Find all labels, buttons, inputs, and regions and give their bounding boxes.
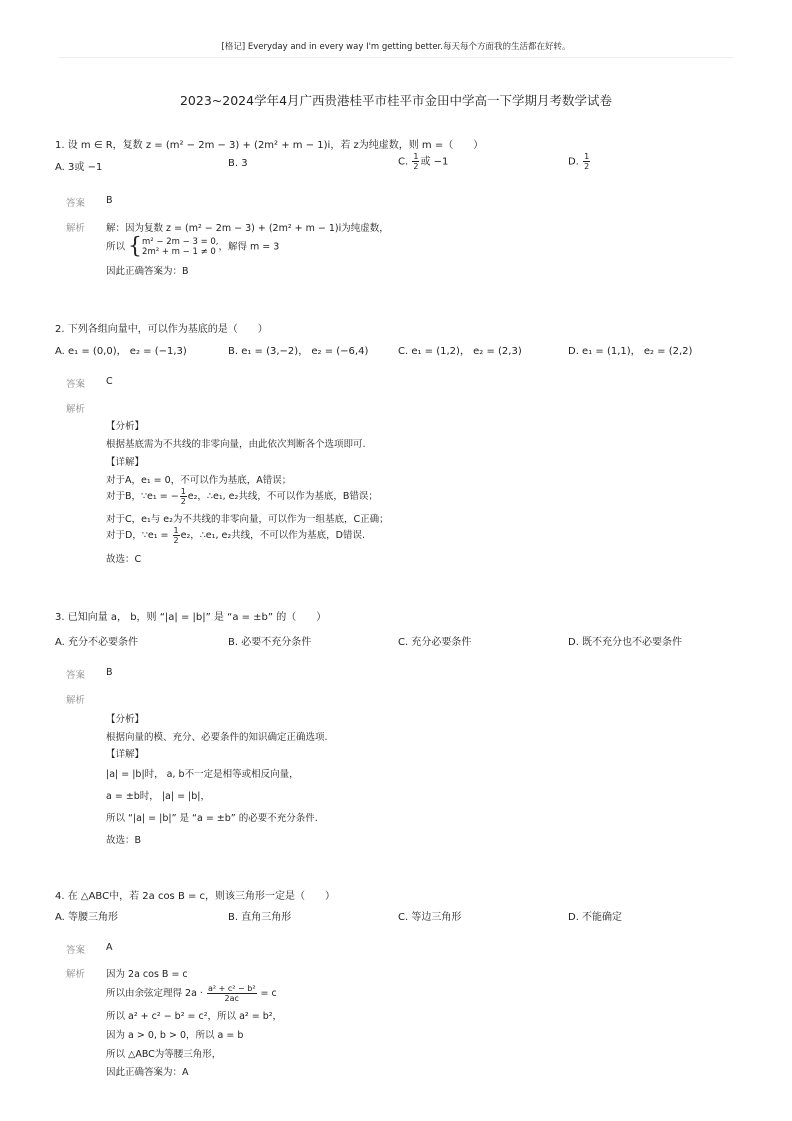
q3-analysis-line-3: 【详解】: [106, 749, 145, 760]
q1-answer: B: [106, 195, 113, 206]
q1-option-c: [398, 152, 448, 171]
q4-analysis-label: 解析: [66, 969, 86, 980]
header-note: [格记] Everyday and in every way I'm getting better.每天每个方面我的生活都在好转。: [221, 42, 571, 52]
q1-option-c-label: C.: [398, 156, 412, 168]
q4-answer: A: [106, 942, 113, 953]
q2-analysis-b-fraction: [180, 487, 187, 506]
q3-answer: B: [106, 667, 113, 678]
q4-stem: 4. 在 △ABC中，若 2a cos B = c，则该三角形一定是（ ）: [55, 891, 336, 902]
q1-option-d-fraction: [583, 152, 590, 171]
q2-b-frac-num: 1: [180, 487, 186, 496]
q3-stem: 3. 已知向量 a， b，则 “|a| = |b|” 是 “a = ±b” 的（ ）: [55, 612, 327, 623]
q4-analysis-line-2: [106, 984, 277, 1003]
q4-cosine-law-start: 所以由余弦定理得 2a ·: [106, 988, 206, 999]
q2-analysis-d-start: 对于D，∵e₁ =: [106, 530, 172, 541]
q1-stem: 1. 设 m ∈ R，复数 z = (m² − 2m − 3) + (2m² + m − 1)i，若 z为纯虚数，则 m =（ ）: [55, 140, 484, 151]
q4-analysis-line-1: 因为 2a cos B = c: [106, 969, 188, 980]
q1-answer-label: 答案: [66, 198, 86, 209]
q3-analysis-line-1: 【分析】: [106, 714, 145, 725]
q2-b-frac-den: 2: [180, 497, 186, 506]
q1-option-c-frac-num: 1: [413, 152, 419, 161]
q4-option-a: A. 等腰三角形: [55, 912, 119, 923]
q2-answer-label: 答案: [66, 379, 86, 390]
q1-option-c-tail: 或 −1: [420, 156, 449, 168]
q2-analysis-label: 解析: [66, 404, 86, 415]
page-title: 2023~2024学年4月广西贵港桂平市桂平市金田中学高一下学期月考数学试卷: [179, 93, 613, 108]
q3-analysis-line-7: 故选：B: [106, 835, 142, 846]
q3-option-d: D. 既不充分也不必要条件: [568, 637, 683, 648]
q2-analysis-b-start: 对于B，∵e₁ = −: [106, 491, 179, 502]
q1-analysis-line-1: 解：因为复数 z = (m² − 2m − 3) + (2m² + m − 1)i为纯虚数，: [106, 223, 389, 234]
q1-analysis-line-2: [106, 236, 279, 258]
q4-cosine-law-end: = c: [257, 988, 277, 999]
q4-answer-label: 答案: [66, 945, 86, 956]
q1-option-d: [568, 152, 591, 171]
q1-option-d-label: D.: [568, 156, 583, 168]
q2-analysis-line-2: 根据基底需为不共线的非零向量，由此依次判断各个选项即可.: [106, 439, 366, 450]
q4-option-b: B. 直角三角形: [228, 912, 292, 923]
q3-analysis-line-2: 根据向量的模、充分、必要条件的知识确定正确选项.: [106, 732, 328, 743]
q3-answer-label: 答案: [66, 670, 86, 681]
q2-analysis-b-end: e₂，∴e₁, e₂共线，不可以作为基底，B错误；: [187, 491, 378, 502]
q3-option-c: C. 充分必要条件: [398, 637, 472, 648]
q4-analysis-line-3: 所以 a² + c² − b² = c²，所以 a² = b²，: [106, 1011, 283, 1022]
q1-analysis-so: 所以: [106, 241, 129, 253]
q3-option-a: A. 充分不必要条件: [55, 637, 139, 648]
q1-eq-2: 2m² + m − 1 ≠ 0: [142, 247, 216, 257]
q1-analysis-conclusion: 因此正确答案为：B: [106, 266, 189, 277]
q2-d-frac-num: 1: [173, 526, 179, 535]
q1-option-d-frac-den: 2: [584, 162, 590, 171]
q1-analysis-label: 解析: [66, 223, 86, 234]
q2-answer: C: [106, 376, 113, 387]
q3-analysis-line-5: a = ±b时， |a| = |b|，: [106, 791, 210, 802]
q2-analysis-line-6: 对于C，e₁与 e₂为不共线的非零向量，可以作为一组基底，C正确；: [106, 514, 389, 525]
q2-analysis-line-3: 【详解】: [106, 457, 145, 468]
q3-analysis-label: 解析: [66, 695, 86, 706]
header-divider: [58, 57, 734, 58]
q1-option-b: B. 3: [228, 158, 248, 169]
q1-option-d-frac-num: 1: [584, 152, 590, 161]
q3-analysis-line-6: 所以 “|a| = |b|” 是 “a = ±b” 的必要不充分条件.: [106, 813, 318, 824]
q2-analysis-line-4: 对于A，e₁ = 0，不可以作为基底，A错误；: [106, 475, 292, 486]
q2-stem: 2. 下列各组向量中，可以作为基底的是（ ）: [55, 324, 268, 335]
q3-analysis-line-4: |a| = |b|时， a, b不一定是相等或相反向量，: [106, 769, 299, 780]
q1-option-a: A. 3或 −1: [55, 162, 103, 173]
q4-analysis-line-6: 因此正确答案为：A: [106, 1067, 189, 1078]
q1-equation-system: [128, 236, 218, 258]
q1-option-c-frac-den: 2: [413, 162, 419, 171]
q4-option-d: D. 不能确定: [568, 912, 623, 923]
q2-analysis-line-5: [106, 487, 378, 506]
q3-option-b: B. 必要不充分条件: [228, 637, 312, 648]
q2-analysis-line-1: 【分析】: [106, 421, 145, 432]
q2-analysis-line-7: [106, 526, 365, 545]
q2-d-frac-den: 2: [173, 536, 179, 545]
q2-analysis-line-8: 故选：C: [106, 554, 142, 565]
q1-brace-icon: {: [128, 234, 143, 259]
q4-cosine-law-fraction: [207, 984, 257, 1003]
q4-frac-num: a² + c² − b²: [207, 984, 256, 993]
q2-option-d: D. e₁ = (1,1)， e₂ = (2,2): [568, 346, 693, 357]
q2-option-b: B. e₁ = (3,−2)， e₂ = (−6,4): [228, 346, 369, 357]
q1-eq-1: m² − 2m − 3 = 0,: [142, 237, 219, 247]
q1-analysis-solve: ，解得 m = 3: [218, 241, 280, 253]
q2-option-a: A. e₁ = (0,0)， e₂ = (−1,3): [55, 346, 187, 357]
q4-frac-den: 2ac: [224, 994, 239, 1003]
q4-analysis-line-5: 所以 △ABC为等腰三角形，: [106, 1049, 222, 1060]
q4-analysis-line-4: 因为 a > 0, b > 0，所以 a = b: [106, 1030, 244, 1041]
q4-option-c: C. 等边三角形: [398, 912, 462, 923]
q2-option-c: C. e₁ = (1,2)， e₂ = (2,3): [398, 346, 522, 357]
q2-analysis-d-end: e₂，∴e₁, e₂共线，不可以作为基底，D错误.: [180, 530, 365, 541]
q2-analysis-d-fraction: [173, 526, 180, 545]
q1-option-c-fraction: [412, 152, 419, 171]
